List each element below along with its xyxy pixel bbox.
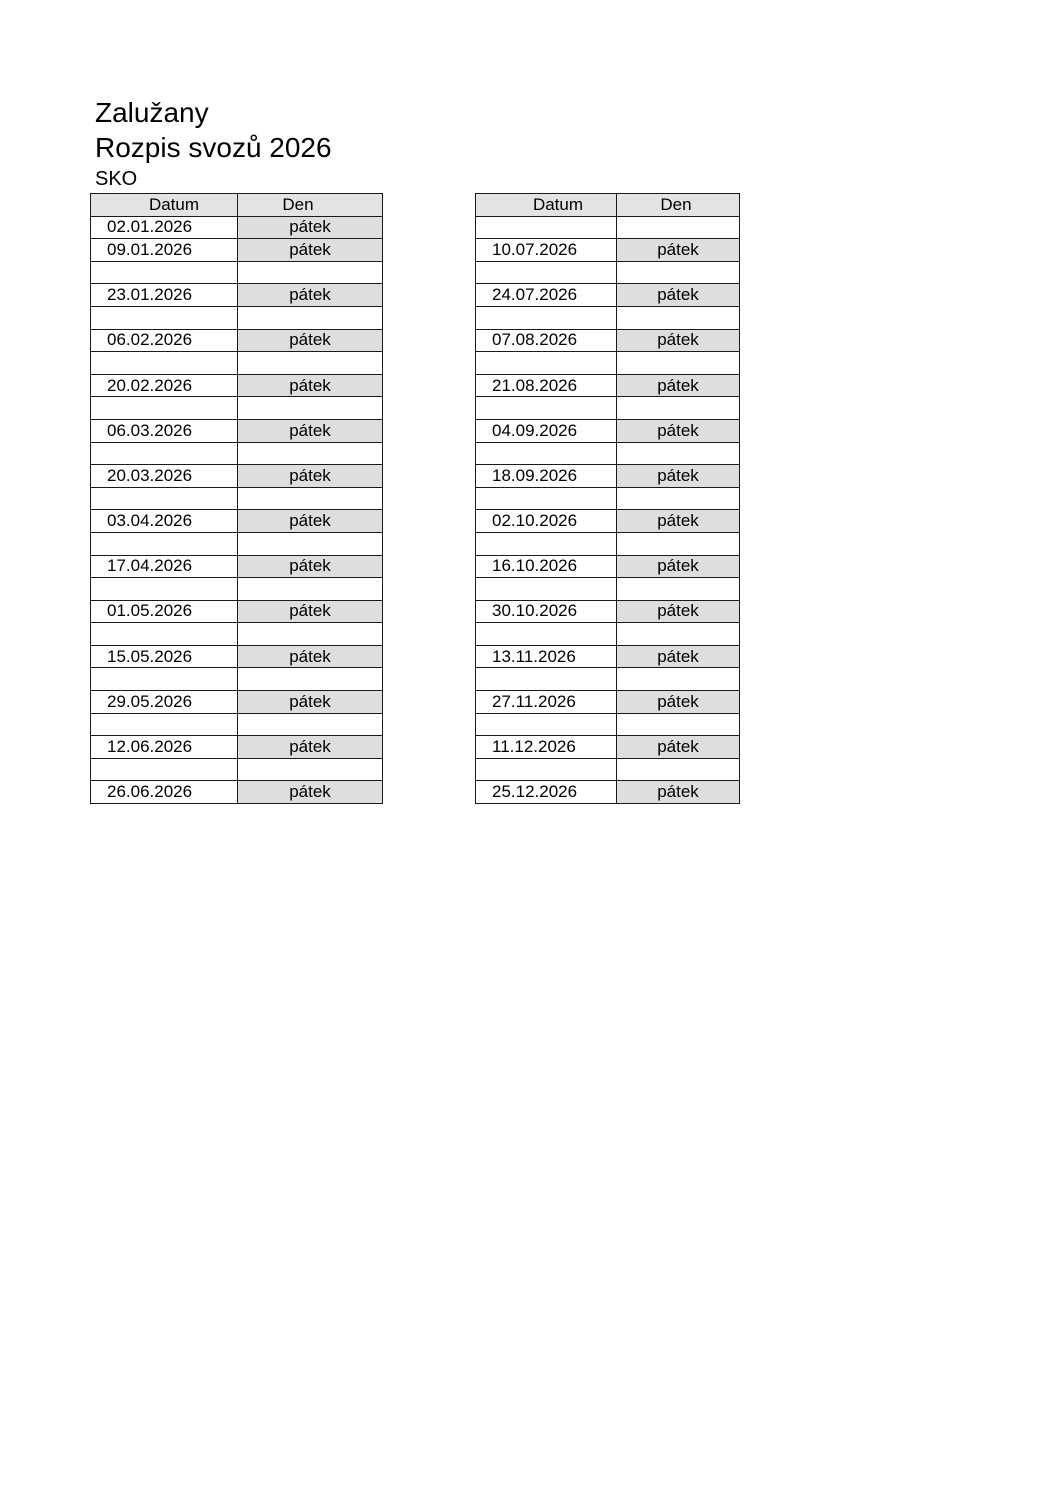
table-row (476, 736, 740, 759)
table-row (476, 510, 740, 533)
weekday-cell (238, 442, 383, 465)
weekday-cell: pátek (617, 781, 740, 804)
weekday-cell: pátek (617, 555, 740, 578)
collection-date-cell (476, 623, 617, 646)
table-row (91, 374, 383, 397)
table-row (476, 465, 740, 488)
collection-date-cell: 12.06.2026 (91, 736, 238, 759)
collection-date-cell: 03.04.2026 (91, 510, 238, 533)
column-header-date: Datum (91, 194, 238, 217)
collection-date-cell (91, 668, 238, 691)
page-title: Rozpis svozů 2026 (95, 132, 332, 163)
weekday-cell: pátek (617, 691, 740, 714)
weekday-cell (238, 578, 383, 601)
table-row (91, 329, 383, 352)
table-row (91, 555, 383, 578)
weekday-cell (238, 623, 383, 646)
weekday-cell: pátek (238, 555, 383, 578)
weekday-cell: pátek (238, 781, 383, 804)
weekday-cell: pátek (238, 600, 383, 623)
weekday-cell (617, 306, 740, 329)
table-row (91, 465, 383, 488)
table-row (476, 600, 740, 623)
weekday-cell (617, 578, 740, 601)
weekday-cell: pátek (238, 239, 383, 262)
collection-date-cell: 15.05.2026 (91, 645, 238, 668)
weekday-cell (617, 261, 740, 284)
table-row (476, 578, 740, 601)
table-row (91, 781, 383, 804)
schedule-table-second-half (475, 193, 740, 804)
collection-date-cell: 13.11.2026 (476, 645, 617, 668)
table-header-row (91, 194, 383, 217)
weekday-cell (238, 306, 383, 329)
collection-date-cell: 10.07.2026 (476, 239, 617, 262)
table-row (476, 713, 740, 736)
weekday-cell: pátek (617, 374, 740, 397)
table-row (91, 261, 383, 284)
village-name: Zalužany (95, 97, 209, 128)
collection-date-cell: 11.12.2026 (476, 736, 617, 759)
table-row (476, 781, 740, 804)
collection-date-cell (476, 306, 617, 329)
weekday-cell: pátek (617, 645, 740, 668)
table-row (476, 306, 740, 329)
collection-date-cell (476, 532, 617, 555)
collection-date-cell (476, 397, 617, 420)
collection-date-cell (476, 668, 617, 691)
weekday-cell (238, 758, 383, 781)
collection-date-cell: 23.01.2026 (91, 284, 238, 307)
waste-category: SKO (95, 168, 138, 190)
table-row (476, 352, 740, 375)
collection-date-cell (476, 442, 617, 465)
table-row (476, 758, 740, 781)
table-row (476, 668, 740, 691)
table-header-row (476, 194, 740, 217)
weekday-cell (617, 623, 740, 646)
table-row (91, 578, 383, 601)
table-row (476, 216, 740, 239)
collection-date-cell: 17.04.2026 (91, 555, 238, 578)
collection-date-cell: 07.08.2026 (476, 329, 617, 352)
collection-date-cell: 26.06.2026 (91, 781, 238, 804)
collection-date-cell: 25.12.2026 (476, 781, 617, 804)
table-row (91, 713, 383, 736)
collection-date-cell (91, 532, 238, 555)
column-header-date: Datum (476, 194, 617, 217)
weekday-cell: pátek (617, 419, 740, 442)
weekday-cell (238, 487, 383, 510)
weekday-cell: pátek (617, 600, 740, 623)
collection-date-cell (476, 578, 617, 601)
collection-date-cell: 24.07.2026 (476, 284, 617, 307)
weekday-cell (238, 261, 383, 284)
weekday-cell (617, 397, 740, 420)
weekday-cell: pátek (238, 465, 383, 488)
table-row (476, 442, 740, 465)
collection-date-cell: 06.02.2026 (91, 329, 238, 352)
weekday-cell: pátek (617, 465, 740, 488)
collection-date-cell: 09.01.2026 (91, 239, 238, 262)
table-row (476, 374, 740, 397)
weekday-cell (238, 352, 383, 375)
table-row (476, 623, 740, 646)
weekday-cell (238, 397, 383, 420)
table-row (476, 691, 740, 714)
collection-date-cell: 18.09.2026 (476, 465, 617, 488)
table-row (91, 645, 383, 668)
collection-date-cell: 04.09.2026 (476, 419, 617, 442)
table-row (476, 239, 740, 262)
table-row (91, 736, 383, 759)
collection-date-cell (91, 442, 238, 465)
weekday-cell: pátek (238, 736, 383, 759)
collection-date-cell (91, 487, 238, 510)
weekday-cell: pátek (617, 510, 740, 533)
table-row (476, 329, 740, 352)
weekday-cell (238, 668, 383, 691)
weekday-cell: pátek (238, 419, 383, 442)
table-row (476, 284, 740, 307)
collection-date-cell (91, 306, 238, 329)
table-row (91, 284, 383, 307)
weekday-cell: pátek (617, 736, 740, 759)
weekday-cell (238, 713, 383, 736)
table-row (91, 691, 383, 714)
weekday-cell (238, 532, 383, 555)
collection-date-cell (476, 713, 617, 736)
table-row (91, 397, 383, 420)
collection-date-cell (476, 352, 617, 375)
table-row (476, 532, 740, 555)
table-row (91, 532, 383, 555)
table-row (476, 261, 740, 284)
collection-date-cell: 21.08.2026 (476, 374, 617, 397)
table-row (91, 487, 383, 510)
weekday-cell (617, 442, 740, 465)
column-header-day: Den (238, 194, 383, 217)
column-header-day: Den (617, 194, 740, 217)
table-row (91, 510, 383, 533)
table-row (91, 306, 383, 329)
collection-date-cell: 01.05.2026 (91, 600, 238, 623)
weekday-cell: pátek (238, 216, 383, 239)
weekday-cell (617, 758, 740, 781)
weekday-cell: pátek (238, 284, 383, 307)
collection-date-cell (476, 216, 617, 239)
table-row (476, 487, 740, 510)
weekday-cell (617, 532, 740, 555)
weekday-cell: pátek (617, 239, 740, 262)
weekday-cell: pátek (617, 329, 740, 352)
table-row (91, 239, 383, 262)
table-body (476, 216, 740, 803)
weekday-cell (617, 487, 740, 510)
weekday-cell: pátek (238, 645, 383, 668)
collection-date-cell (476, 487, 617, 510)
collection-date-cell: 02.10.2026 (476, 510, 617, 533)
collection-date-cell: 30.10.2026 (476, 600, 617, 623)
collection-date-cell: 29.05.2026 (91, 691, 238, 714)
table-row (476, 645, 740, 668)
weekday-cell (617, 713, 740, 736)
weekday-cell: pátek (617, 284, 740, 307)
table-row (91, 668, 383, 691)
table-row (91, 623, 383, 646)
table-row (91, 600, 383, 623)
table-row (476, 397, 740, 420)
table-row (91, 352, 383, 375)
collection-date-cell: 20.03.2026 (91, 465, 238, 488)
weekday-cell (617, 216, 740, 239)
collection-date-cell (91, 623, 238, 646)
table-row (91, 216, 383, 239)
collection-date-cell: 27.11.2026 (476, 691, 617, 714)
table-row (476, 555, 740, 578)
collection-date-cell (91, 758, 238, 781)
weekday-cell (617, 352, 740, 375)
weekday-cell: pátek (238, 374, 383, 397)
collection-date-cell: 02.01.2026 (91, 216, 238, 239)
table-row (91, 419, 383, 442)
collection-date-cell (91, 578, 238, 601)
collection-date-cell (91, 397, 238, 420)
table-row (91, 442, 383, 465)
weekday-cell: pátek (238, 691, 383, 714)
collection-date-cell (476, 261, 617, 284)
collection-date-cell (91, 352, 238, 375)
table-body (91, 216, 383, 803)
weekday-cell (617, 668, 740, 691)
table-row (476, 419, 740, 442)
weekday-cell: pátek (238, 510, 383, 533)
collection-date-cell (91, 713, 238, 736)
weekday-cell: pátek (238, 329, 383, 352)
collection-date-cell (91, 261, 238, 284)
collection-date-cell: 16.10.2026 (476, 555, 617, 578)
schedule-table-first-half (90, 193, 383, 804)
collection-date-cell: 20.02.2026 (91, 374, 238, 397)
collection-date-cell (476, 758, 617, 781)
collection-date-cell: 06.03.2026 (91, 419, 238, 442)
table-row (91, 758, 383, 781)
